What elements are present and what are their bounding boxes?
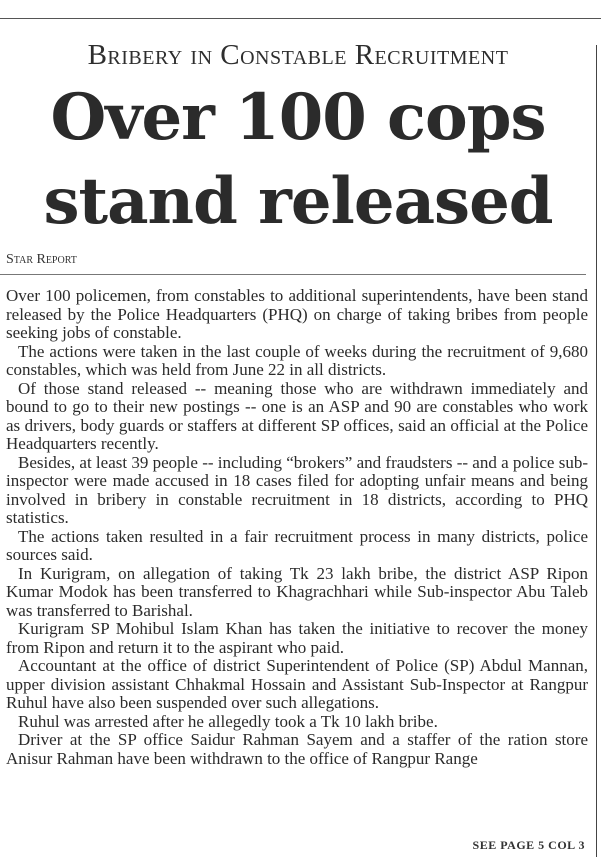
paragraph: Kurigram SP Mohibul Islam Khan has taken the initiative to recover the money from Ripon and return it to the aspirant who paid. (6, 619, 588, 657)
paragraph: Accountant at the office of district Superintendent of Police (SP) Abdul Mannan, upper division assistant Chhakmal Hossain and Assistant Sub-Inspector at Rangpur Ruhul have also been suspended over such allegations. (6, 656, 588, 712)
paragraph: The actions were taken in the last couple of weeks during the recruitment of 9,680 constables, which was held from June 22 in all districts. (6, 341, 588, 379)
paragraph: The actions taken resulted in a fair recruitment process in many districts, police sources said. (6, 526, 588, 564)
headline (0, 76, 596, 244)
paragraph: Over 100 policemen, from constables to additional superintendents, have been stand released by the Police Headquarters (PHQ) on charge of taking bribes from people seeking jobs of constable. (6, 286, 588, 342)
kicker: Bribery in Constable Recruitment (87, 39, 509, 71)
continued-reference: SEE PAGE 5 COL 3 (472, 838, 585, 852)
paragraph: Of those stand released -- meaning those who are withdrawn immediately and bound to go to their new postings -- one is an ASP and 90 are constables who work as drivers, body guards or staffers at different SP offices, said an official at the Police Headquarters recently. (6, 378, 588, 453)
byline: Star Report (6, 252, 77, 267)
top-rule (0, 18, 601, 19)
paragraph: In Kurigram, on allegation of taking Tk 23 lakh bribe, the district ASP Ripon Kumar Modok has been transferred to Khagrachhari while Sub-inspector Abu Taleb was transferred to Barishal. (6, 563, 588, 620)
byline-rule (0, 274, 586, 275)
paragraph: Ruhul was arrested after he allegedly took a Tk 10 lakh bribe. (18, 711, 438, 731)
paragraph: Besides, at least 39 people -- including “brokers” and fraudsters -- and a police sub-inspector were made accused in 18 cases filed for adopting unfair means and being involved in bribery in constable recruitment in 18 districts, according to PHQ statistics. (6, 452, 588, 527)
headline-line-2: stand released (43, 164, 553, 239)
article-body (6, 287, 588, 768)
column-rule (596, 45, 597, 857)
paragraph: Driver at the SP office Saidur Rahman Sayem and a staffer of the ration store Anisur Rahman have been withdrawn to the office of Rangpur Range (6, 730, 588, 768)
headline-line-1: Over 100 cops (50, 80, 546, 155)
